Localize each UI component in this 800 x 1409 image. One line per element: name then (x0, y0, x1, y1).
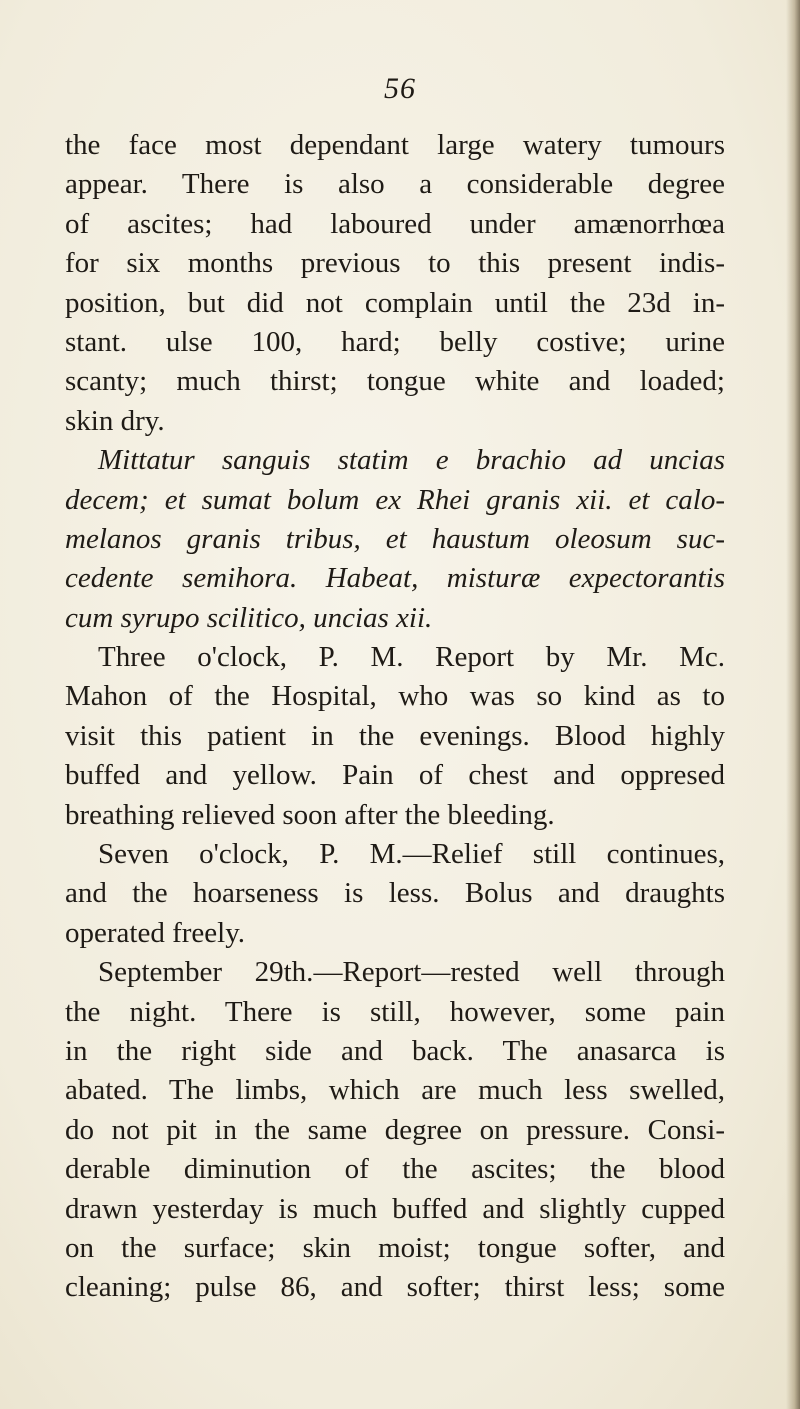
text-line: buffed and yellow. Pain of chest and oppresed (65, 759, 725, 792)
text-segment-italic: hard (341, 325, 393, 358)
text-line: operated freely. (65, 916, 246, 949)
text-line: Mahon of the Hospital, who was so kind as to (65, 680, 725, 713)
text-line: visit this patient in the evenings. Blood highly (65, 719, 725, 752)
text-line: breathing relieved soon after the bleeding. (65, 798, 555, 831)
text-line-italic: melanos granis tribus, et haustum oleosum suc- (65, 522, 725, 555)
text-line: scanty; much thirst; tongue white and loaded; (65, 365, 725, 398)
text-line: of ascites; had laboured under amænorrhœa (65, 207, 725, 240)
text-segment: ; belly costive; urine (392, 325, 725, 358)
text-line: skin dry. (65, 404, 165, 437)
text-line: cleaning; pulse 86, and softer; thirst less; some (65, 1271, 725, 1304)
text-segment-italic: September 29th. (98, 956, 314, 989)
text-line-italic: Mittatur sanguis statim e brachio ad uncias (98, 444, 725, 477)
text-line: drawn yesterday is much buffed and slightly cupped (65, 1192, 725, 1225)
text-line: Seven o'clock, P. M.—Relief still continues, (98, 838, 725, 871)
text-line: in the right side and back. The anasarca is (65, 1034, 725, 1067)
text-segment: —Report—rested well through (313, 956, 725, 989)
page-edge-shadow (786, 0, 800, 1409)
text-line: Three o'clock, P. M. Report by Mr. Mc. (98, 641, 725, 674)
text-line: on the surface; skin moist; tongue softer, and (65, 1231, 725, 1264)
text-line: appear. There is also a considerable degree (65, 168, 725, 201)
text-line: derable diminution of the ascites; the blood (65, 1153, 725, 1186)
text-line: for six months previous to this present indis- (65, 247, 725, 280)
text-line: position, but did not complain until the 23d in- (65, 286, 725, 319)
text-line: and the hoarseness is less. Bolus and draughts (65, 877, 725, 910)
text-line-italic: cedente semihora. Habeat, misturæ expectorantis (65, 562, 725, 595)
text-line-italic: cum syrupo scilitico, uncias xii. (65, 601, 433, 634)
text-segment: stant. ulse 100, (65, 325, 342, 358)
page-number: 56 (384, 72, 416, 105)
text-line-italic: decem; et sumat bolum ex Rhei granis xii. et calo- (65, 483, 725, 516)
text-line-mixed (65, 953, 725, 992)
body-text (65, 126, 725, 1308)
text-line: the night. There is still, however, some pain (65, 995, 725, 1028)
text-line: the face most dependant large watery tumours (65, 129, 725, 161)
text-line: do not pit in the same degree on pressure. Consi- (65, 1113, 725, 1146)
text-line: abated. The limbs, which are much less swelled, (65, 1074, 725, 1107)
text-line-mixed (65, 323, 725, 362)
